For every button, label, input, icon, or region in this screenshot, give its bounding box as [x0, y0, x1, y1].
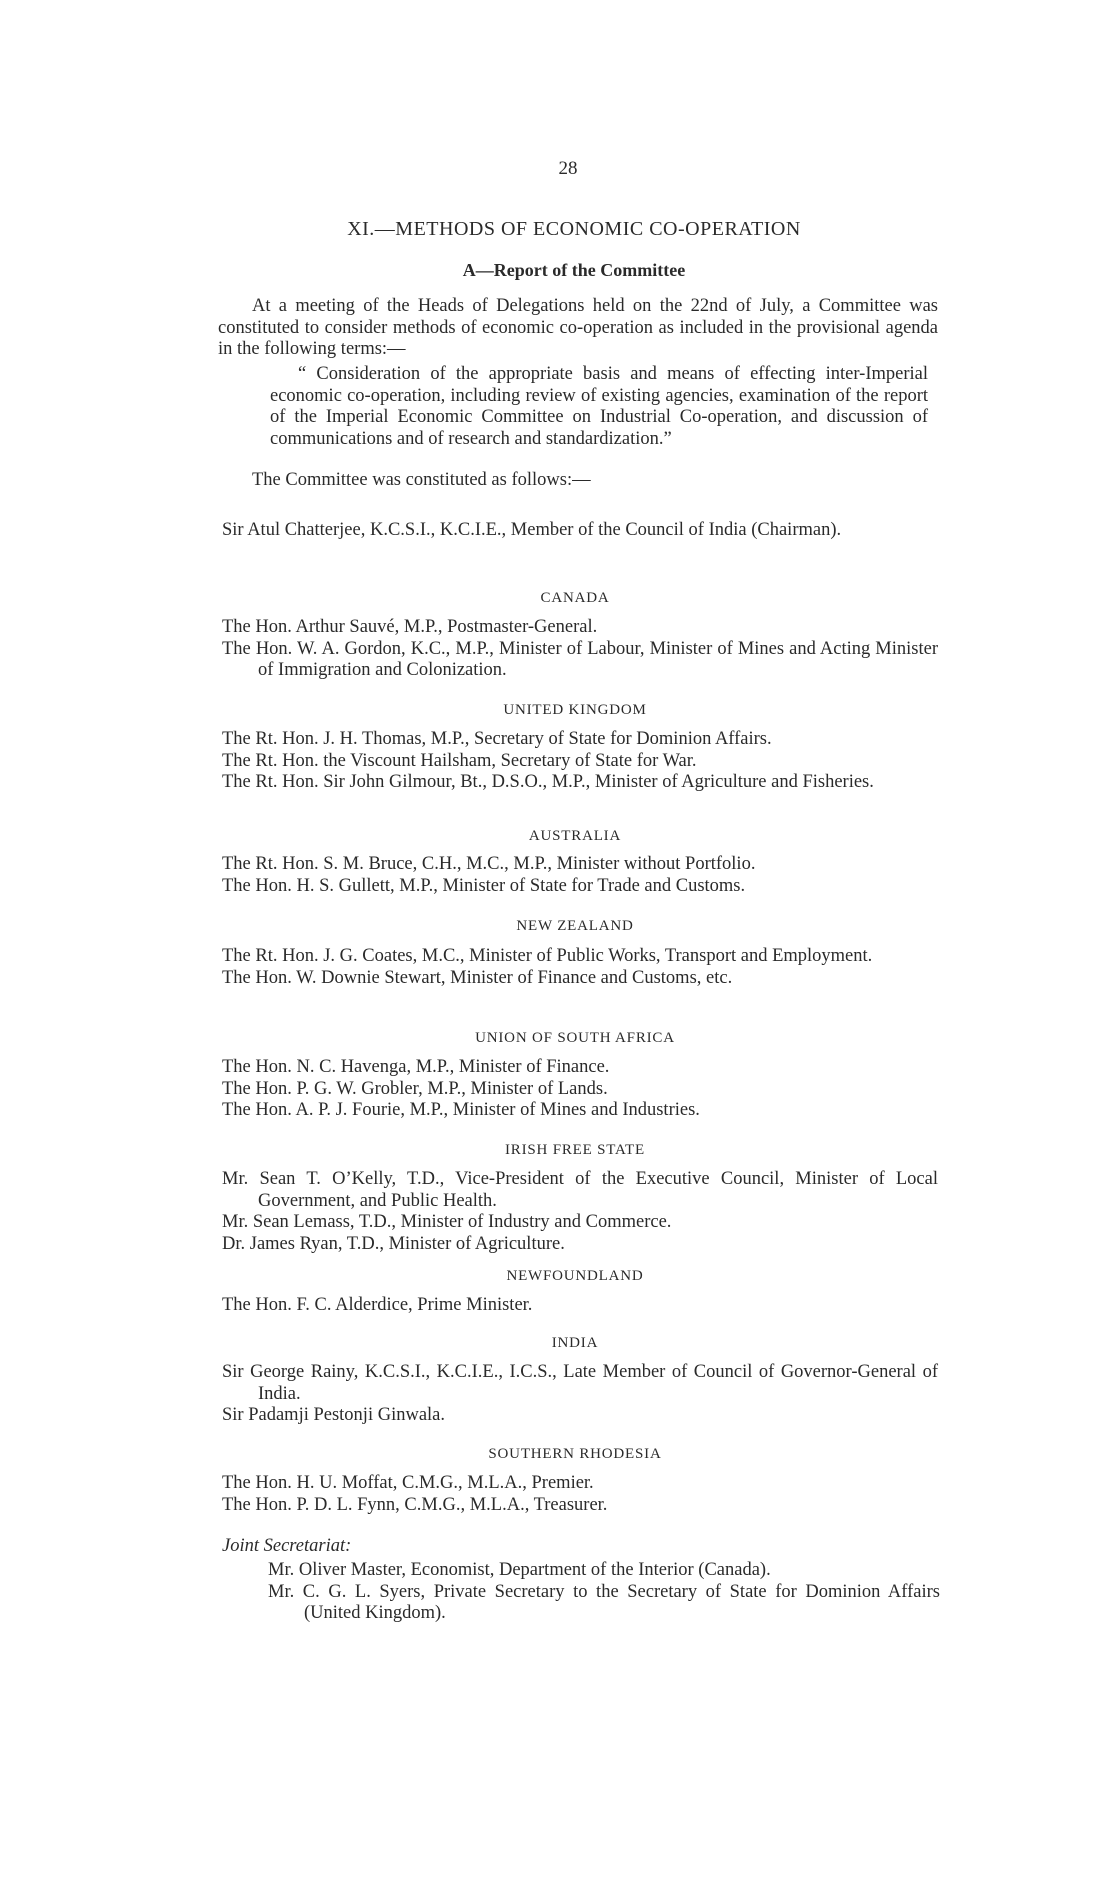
chairman-entry [222, 520, 938, 542]
country-heading-canada: CANADA [540, 590, 610, 606]
southern-rhodesia-members [222, 1473, 938, 1516]
member-entry: The Rt. Hon. Sir John Gilmour, Bt., D.S.O., M.P., Minister of Agriculture and Fisheries. [222, 772, 874, 792]
agenda-quote: “ Consideration of the appropriate basis and means of effecting inter-Imperial economic co-operation, including review of existing agencies, examination of the report of the Imperial Economic Committee on Industrial Co-operation, and discussion of communications and of research and standardization.” [270, 364, 928, 449]
member-entry: The Hon. H. U. Moffat, C.M.G., M.L.A., Premier. [222, 1473, 594, 1493]
india-members [222, 1362, 938, 1427]
newfoundland-members [222, 1295, 938, 1317]
south-africa-members [222, 1057, 938, 1122]
member-entry: Dr. James Ryan, T.D., Minister of Agriculture. [222, 1233, 565, 1254]
member-entry: The Hon. A. P. J. Fourie, M.P., Minister of Mines and Industries. [222, 1100, 700, 1120]
member-entry: The Hon. Arthur Sauvé, M.P., Postmaster-General. [222, 617, 598, 637]
member-entry: The Hon. H. S. Gullett, M.P., Minister of State for Trade and Customs. [222, 875, 746, 896]
report-subtitle: A—Report of the Committee [462, 260, 686, 280]
member-entry: Sir Padamji Pestonji Ginwala. [222, 1405, 446, 1425]
secretariat-heading: Joint Secretariat: [222, 1536, 352, 1556]
member-entry: Mr. Oliver Master, Economist, Department of the Interior (Canada). [268, 1560, 771, 1580]
country-heading-united-kingdom: UNITED KINGDOM [503, 702, 647, 718]
member-entry: The Rt. Hon. J. G. Coates, M.C., Minister of Public Works, Transport and Employment. [222, 946, 873, 966]
member-entry: The Rt. Hon. the Viscount Hailsham, Secretary of State for War. [222, 750, 697, 771]
irish-free-state-members [222, 1169, 938, 1255]
uk-members [222, 729, 938, 794]
secretariat-members [268, 1560, 940, 1625]
member-entry: The Rt. Hon. S. M. Bruce, C.H., M.C., M.P., Minister without Portfolio. [222, 854, 756, 874]
member-entry: The Hon. F. C. Alderdice, Prime Minister. [222, 1295, 533, 1315]
member-entry: The Hon. W. Downie Stewart, Minister of Finance and Customs, etc. [222, 967, 733, 988]
country-heading-australia: AUSTRALIA [528, 828, 622, 844]
constituted-text: The Committee was constituted as follows:— [252, 470, 591, 490]
member-entry: Mr. Sean Lemass, T.D., Minister of Industry and Commerce. [222, 1212, 672, 1232]
page-number: 28 [558, 158, 578, 179]
country-heading-southern-rhodesia: SOUTHERN RHODESIA [488, 1446, 662, 1462]
country-heading-newfoundland: NEWFOUNDLAND [506, 1268, 644, 1284]
intro-paragraph [218, 296, 938, 361]
member-entry: The Hon. N. C. Havenga, M.P., Minister of Finance. [222, 1057, 610, 1077]
country-heading-india: INDIA [551, 1335, 599, 1351]
country-heading-new-zealand: NEW ZEALAND [516, 918, 634, 934]
australia-members [222, 854, 938, 897]
member-entry: The Hon. W. A. Gordon, K.C., M.P., Minister of Labour, Minister of Mines and Acting Minister of Immigration and Colonization. [222, 638, 938, 680]
section-title: XI.—METHODS OF ECONOMIC CO-OPERATION [347, 218, 801, 240]
intro-text: At a meeting of the Heads of Delegations held on the 22nd of July, a Committee was constituted to consider methods of economic co-operation as included in the provisional agenda in the following terms:— [218, 296, 938, 359]
constituted-paragraph [218, 470, 938, 492]
nz-members [222, 946, 938, 989]
member-entry: The Hon. P. G. W. Grobler, M.P., Minister of Lands. [222, 1078, 608, 1099]
member-entry: Mr. Sean T. O’Kelly, T.D., Vice-President of the Executive Council, Minister of Local Government, and Public Health. [222, 1169, 938, 1211]
member-entry: The Rt. Hon. J. H. Thomas, M.P., Secretary of State for Dominion Affairs. [222, 729, 772, 749]
country-heading-south-africa: UNION OF SOUTH AFRICA [475, 1030, 675, 1046]
member-entry: Mr. C. G. L. Syers, Private Secretary to the Secretary of State for Dominion Affairs (United Kingdom). [268, 1581, 940, 1623]
member-entry: Sir George Rainy, K.C.S.I., K.C.I.E., I.C.S., Late Member of Council of Governor-General of India. [222, 1362, 938, 1404]
country-heading-irish-free-state: IRISH FREE STATE [505, 1142, 645, 1158]
canada-members [222, 617, 938, 682]
chairman-text: Sir Atul Chatterjee, K.C.S.I., K.C.I.E., Member of the Council of India (Chairman). [222, 520, 842, 540]
member-entry: The Hon. P. D. L. Fynn, C.M.G., M.L.A., Treasurer. [222, 1494, 608, 1515]
